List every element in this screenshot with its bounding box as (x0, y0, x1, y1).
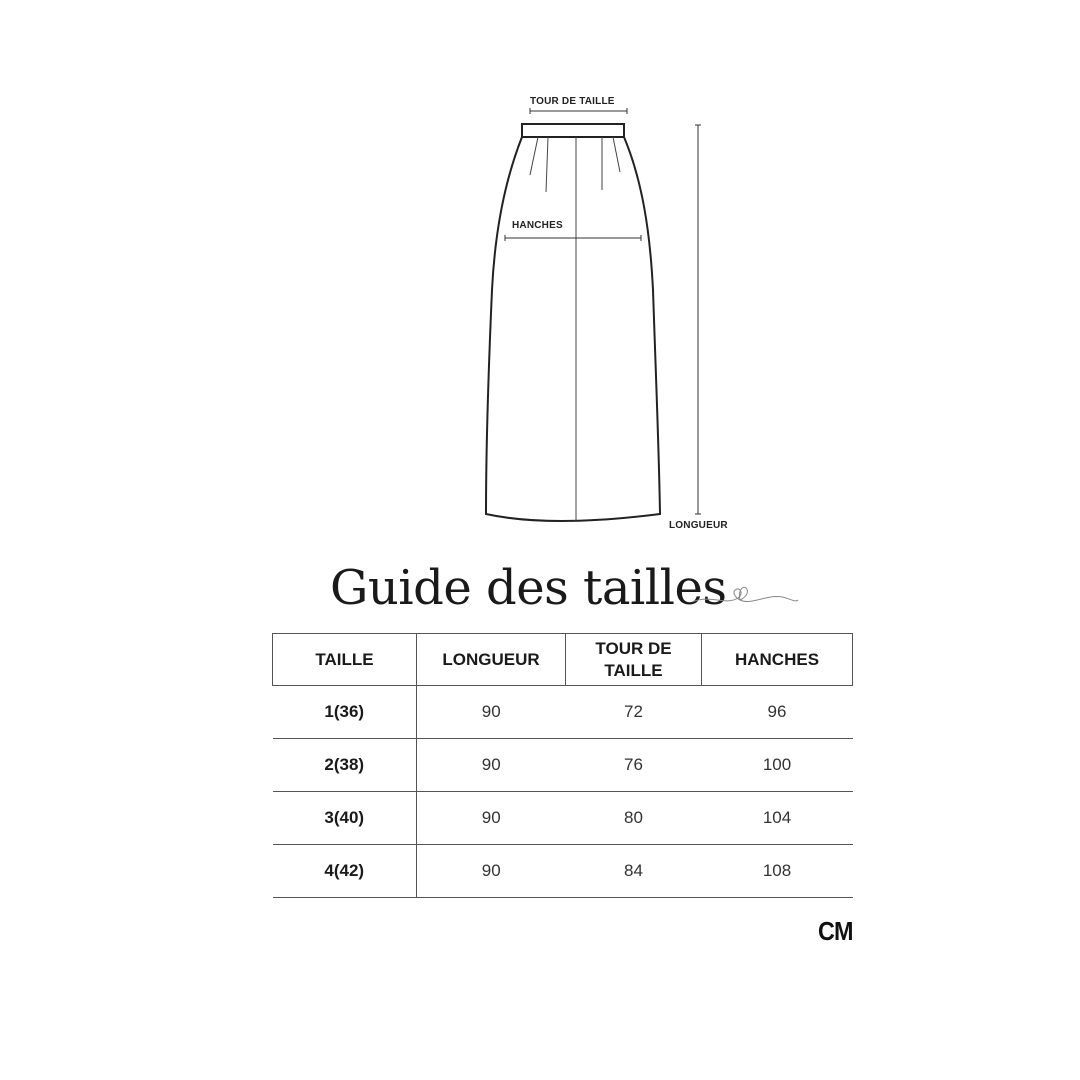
skirt-dart (530, 137, 538, 175)
hips-cell: 96 (702, 686, 853, 739)
length-cell: 90 (417, 792, 566, 845)
table-row (273, 792, 853, 845)
hips-label: HANCHES (512, 220, 563, 231)
skirt-waistband (522, 124, 624, 137)
size-table (272, 633, 853, 898)
page-title: Guide des tailles (330, 560, 727, 616)
title-row (0, 560, 1080, 630)
size-cell: 2(38) (273, 739, 417, 792)
length-cell: 90 (417, 686, 566, 739)
skirt-measurement-diagram (460, 90, 740, 540)
table-row (273, 686, 853, 739)
table-row (273, 845, 853, 898)
size-cell: 1(36) (273, 686, 417, 739)
waist-label: TOUR DE TAILLE (530, 96, 615, 107)
header-hanches: HANCHES (702, 634, 853, 686)
table-row (273, 739, 853, 792)
skirt-illustration (460, 90, 740, 540)
skirt-dart (613, 137, 620, 172)
length-cell: 90 (417, 739, 566, 792)
size-cell: 3(40) (273, 792, 417, 845)
unit-label: CM (818, 916, 853, 946)
hips-cell: 100 (702, 739, 853, 792)
heart-swirl-icon (690, 580, 800, 610)
header-longueur: LONGUEUR (417, 634, 566, 686)
hips-cell: 104 (702, 792, 853, 845)
waist-cell: 72 (566, 686, 702, 739)
hips-cell: 108 (702, 845, 853, 898)
waist-cell: 84 (566, 845, 702, 898)
length-cell: 90 (417, 845, 566, 898)
header-taille: TAILLE (273, 634, 417, 686)
header-tour-de-taille: TOUR DE TAILLE (566, 634, 702, 686)
table-header-row (273, 634, 853, 686)
waist-cell: 76 (566, 739, 702, 792)
skirt-outline (486, 137, 660, 521)
waist-cell: 80 (566, 792, 702, 845)
length-label: LONGUEUR (669, 520, 728, 531)
size-cell: 4(42) (273, 845, 417, 898)
skirt-dart (546, 137, 548, 192)
